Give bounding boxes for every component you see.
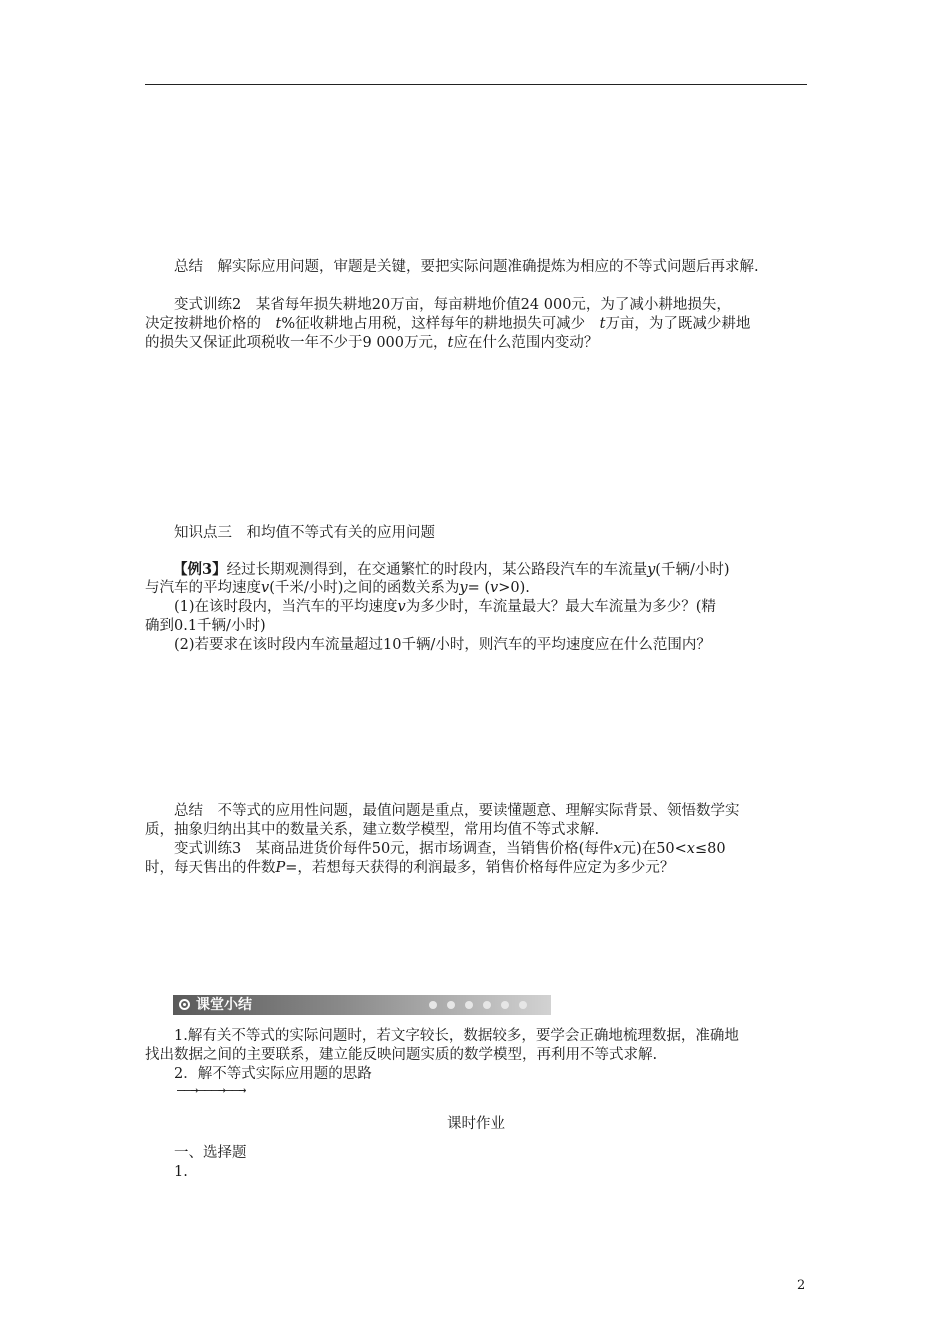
summary-1 (145, 258, 807, 277)
example-3-q1 (145, 598, 807, 617)
var-x: x (686, 841, 695, 857)
example-3-line2 (145, 579, 807, 598)
example-3-text-2b: (千米/小时)之间的函数关系为 (269, 580, 460, 596)
summary-2-label: 总结 (174, 803, 203, 819)
decor-dot (429, 1001, 437, 1009)
class-summary-item2: 2．解不等式实际应用题的思路 (174, 1066, 372, 1082)
example-3-text-2a: 与汽车的平均速度 (145, 580, 261, 596)
var-t: t (447, 335, 454, 351)
homework-item-1: 1. (174, 1164, 188, 1180)
example-3-text-2d: >0). (498, 580, 530, 596)
exercise-2-text-2c: 万亩，为了既减少耕地 (605, 316, 751, 332)
flow-arrows: ——→———→——→ (177, 1083, 246, 1098)
var-t: t (275, 316, 282, 332)
summary-2-line2: 质，抽象归纳出其中的数量关系，建立数学模型，常用均值不等式求解. (145, 822, 600, 838)
exercise-2-text-3a: 的损失又保证此项税收一年不少于9 000万元， (145, 335, 448, 351)
var-x: x (613, 841, 622, 857)
header-rule (145, 84, 807, 85)
homework-title: 课时作业 (447, 1116, 505, 1132)
exercise-2-text-1: 某省每年损失耕地20万亩，每亩耕地价值24 000元，为了减小耕地损失， (255, 297, 731, 313)
exercise-2-text-2a: 决定按耕地价格的 (145, 316, 261, 332)
example-3-q1a: (1)在该时段内，当汽车的平均速度 (174, 599, 398, 615)
exercise-3-text-1c: ≤80 (694, 841, 726, 857)
summary-2-line1 (145, 802, 807, 821)
page-number: 2 (797, 1278, 806, 1293)
decor-dot (483, 1001, 491, 1009)
banner-title: 课堂小结 (196, 997, 252, 1013)
var-P: P (275, 860, 286, 876)
exercise-3-text-1a: 某商品进货价每件50元，据市场调查，当销售价格(每件 (255, 841, 614, 857)
exercise-2-line3 (145, 334, 807, 353)
var-y: y (647, 562, 656, 578)
class-summary-item1-line1: 1.解有关不等式的实际问题时，若文字较长，数据较多，要学会正确地梳理数据，准确地 (174, 1028, 739, 1044)
example-3-q1b: 为多少时，车流量最大？最大车流量为多少？(精 (405, 599, 716, 615)
summary-1-text: 解实际应用问题，审题是关键，要把实际问题准确提炼为相应的不等式问题后再求解. (217, 259, 759, 275)
decor-dot (447, 1001, 455, 1009)
exercise-3-text-2a: 时，每天售出的件数 (145, 860, 276, 876)
var-y: y (459, 580, 468, 596)
var-t: t (599, 316, 606, 332)
var-v: v (490, 580, 499, 596)
decor-dot (501, 1001, 509, 1009)
section-3-title: 知识点三 和均值不等式有关的应用问题 (174, 525, 435, 541)
exercise-2-text-2b: %征收耕地占用税，这样每年的耕地损失可减少 (281, 316, 586, 332)
example-3-q2: (2)若要求在该时段内车流量超过10千辆/小时，则汽车的平均速度应在什么范围内？ (174, 637, 711, 653)
exercise-3-text-1b: 元)在50< (621, 841, 687, 857)
var-v: v (261, 580, 270, 596)
var-v: v (397, 599, 406, 615)
decor-dot (465, 1001, 473, 1009)
exercise-3-line2 (145, 859, 807, 878)
exercise-2-line1 (145, 296, 807, 315)
exercise-3-label: 变式训练3 (174, 841, 242, 857)
target-circle-icon (179, 999, 190, 1010)
exercise-2-label: 变式训练2 (174, 297, 242, 313)
example-3-text-2c: = ( (467, 580, 491, 596)
exercise-3-line1 (145, 840, 807, 859)
homework-section: 一、选择题 (174, 1145, 247, 1161)
summary-2-text-1: 不等式的应用性问题，最值问题是重点，要读懂题意、理解实际背景、领悟数学实 (217, 803, 740, 819)
decor-dot (519, 1001, 527, 1009)
exercise-3-text-2b: =，若想每天获得的利润最多，销售价格每件应定为多少元？ (285, 860, 675, 876)
example-3-label: 【例3】 (173, 561, 227, 578)
class-summary-banner (173, 995, 551, 1015)
example-3-text-1b: (千辆/小时) (655, 562, 730, 578)
exercise-2-text-3b: 应在什么范围内变动？ (453, 335, 599, 351)
example-3-text-1a: 经过长期观测得到，在交通繁忙的时段内，某公路段汽车的车流量 (226, 562, 648, 578)
exercise-2-line2 (145, 315, 807, 334)
class-summary-item1-line2: 找出数据之间的主要联系，建立能反映问题实质的数学模型，再利用不等式求解. (145, 1047, 658, 1063)
example-3-q1-cont: 确到0.1千辆/小时) (145, 618, 266, 634)
example-3-line1 (145, 560, 807, 580)
summary-1-label: 总结 (174, 259, 203, 275)
